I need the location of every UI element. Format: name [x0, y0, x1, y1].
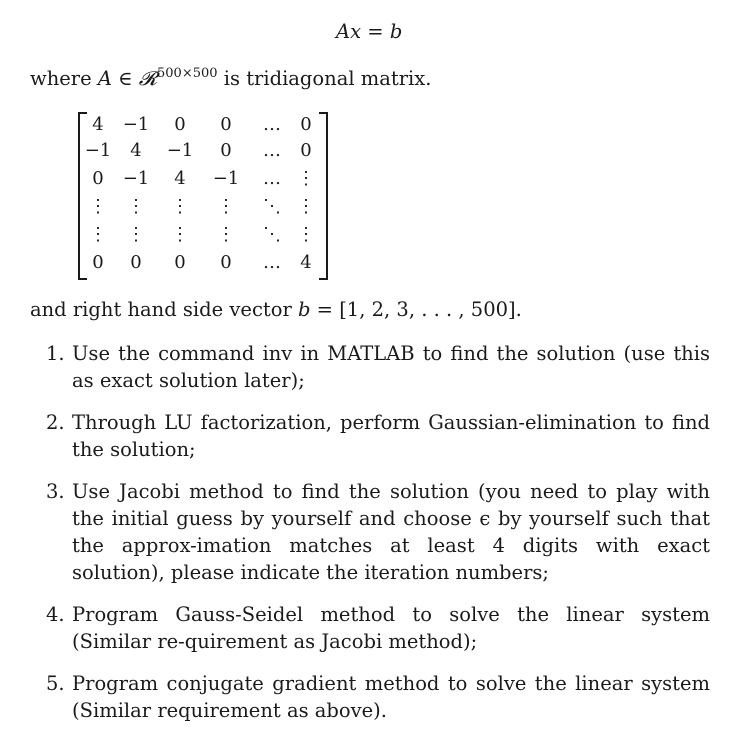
intro-dim: 500×500: [157, 66, 218, 81]
intro-prefix: where: [30, 67, 98, 90]
matrix-cell: …: [263, 114, 281, 135]
matrix-cell: ⋱: [263, 196, 281, 217]
matrix-cell: 0: [92, 252, 104, 273]
matrix-cell: 0: [220, 140, 232, 161]
matrix-cell: 4: [92, 114, 104, 135]
list-item-number: 2.: [46, 411, 65, 434]
matrix-cell: ⋮: [127, 196, 145, 217]
matrix-cell: …: [263, 168, 281, 189]
list-item-3: [46, 478, 710, 586]
matrix-cell: −1: [122, 114, 150, 135]
intro-var: A: [97, 67, 112, 90]
list-item-5: [46, 670, 710, 724]
list-item-1: [46, 340, 710, 394]
rhs-var: b: [297, 298, 311, 321]
list-item-text: Use the command inv in MATLAB to find the solution (use this as exact solution later);: [72, 342, 710, 392]
list-item-4: [46, 601, 710, 655]
equation-lhs: Ax: [336, 20, 362, 43]
matrix-cell: −1: [122, 168, 150, 189]
list-item-number: 5.: [46, 672, 65, 695]
list-item-text: Program conjugate gradient method to solve the linear system (Similar requirement as above).: [72, 672, 710, 722]
equation-rhs: b: [389, 20, 403, 43]
matrix-cell: 0: [220, 252, 232, 273]
matrix-cell: 0: [174, 252, 186, 273]
matrix-cell: −1: [166, 140, 194, 161]
matrix-cell: 4: [174, 168, 186, 189]
matrix-cell: ⋮: [297, 224, 315, 245]
matrix-cell: ⋮: [171, 224, 189, 245]
intro-in: ∈: [111, 67, 139, 90]
matrix-cell: ⋱: [263, 224, 281, 245]
matrix-cell: −1: [84, 140, 112, 161]
list-item-text: Through LU factorization, perform Gaussian-elimination to find the solution;: [72, 411, 710, 461]
matrix-cell: ⋮: [89, 224, 107, 245]
intro-set: 𝓡: [138, 67, 158, 90]
list-item-number: 3.: [46, 480, 65, 503]
rhs-value: [1, 2, 3, . . . , 500]: [339, 298, 516, 321]
list-item-number: 1.: [46, 342, 65, 365]
rhs-vector-line: [30, 298, 522, 321]
matrix-cell: 4: [300, 252, 312, 273]
matrix-cell: ⋮: [217, 196, 235, 217]
matrix-cell: 0: [174, 114, 186, 135]
rhs-prefix: and right hand side vector: [30, 298, 298, 321]
matrix-cell: …: [263, 252, 281, 273]
list-item-number: 4.: [46, 603, 65, 626]
matrix-cell: ⋮: [171, 196, 189, 217]
matrix-cell: 0: [92, 168, 104, 189]
matrix-cell: 4: [130, 140, 142, 161]
matrix-cell: ⋮: [127, 224, 145, 245]
matrix-cell: ⋮: [297, 168, 315, 189]
equation: [336, 20, 402, 43]
list-item-text: Program Gauss-Seidel method to solve the linear system (Similar re-quirement as Jacobi method);: [72, 603, 710, 653]
equation-equals: =: [367, 20, 384, 43]
rhs-eq: =: [310, 298, 340, 321]
list-item-2: [46, 409, 710, 463]
matrix-cell: 0: [300, 140, 312, 161]
matrix-cell: 0: [300, 114, 312, 135]
matrix-cell: 0: [220, 114, 232, 135]
matrix-cell: …: [263, 140, 281, 161]
tridiagonal-matrix: [78, 108, 328, 280]
matrix-cell: ⋮: [89, 196, 107, 217]
matrix-cell: −1: [212, 168, 240, 189]
list-item-text: Use Jacobi method to find the solution (you need to play with the initial guess by yourself and choose ϵ by yourself such that the approx-imation matches at least 4 digits with exact solution), please indicate the iteration numbers;: [72, 480, 710, 584]
matrix-cell: 0: [130, 252, 142, 273]
matrix-cell: ⋮: [297, 196, 315, 217]
matrix-cell: ⋮: [217, 224, 235, 245]
rhs-suffix: .: [515, 298, 522, 321]
matrix-definition: [30, 66, 431, 90]
intro-suffix: is tridiagonal matrix.: [217, 67, 432, 90]
